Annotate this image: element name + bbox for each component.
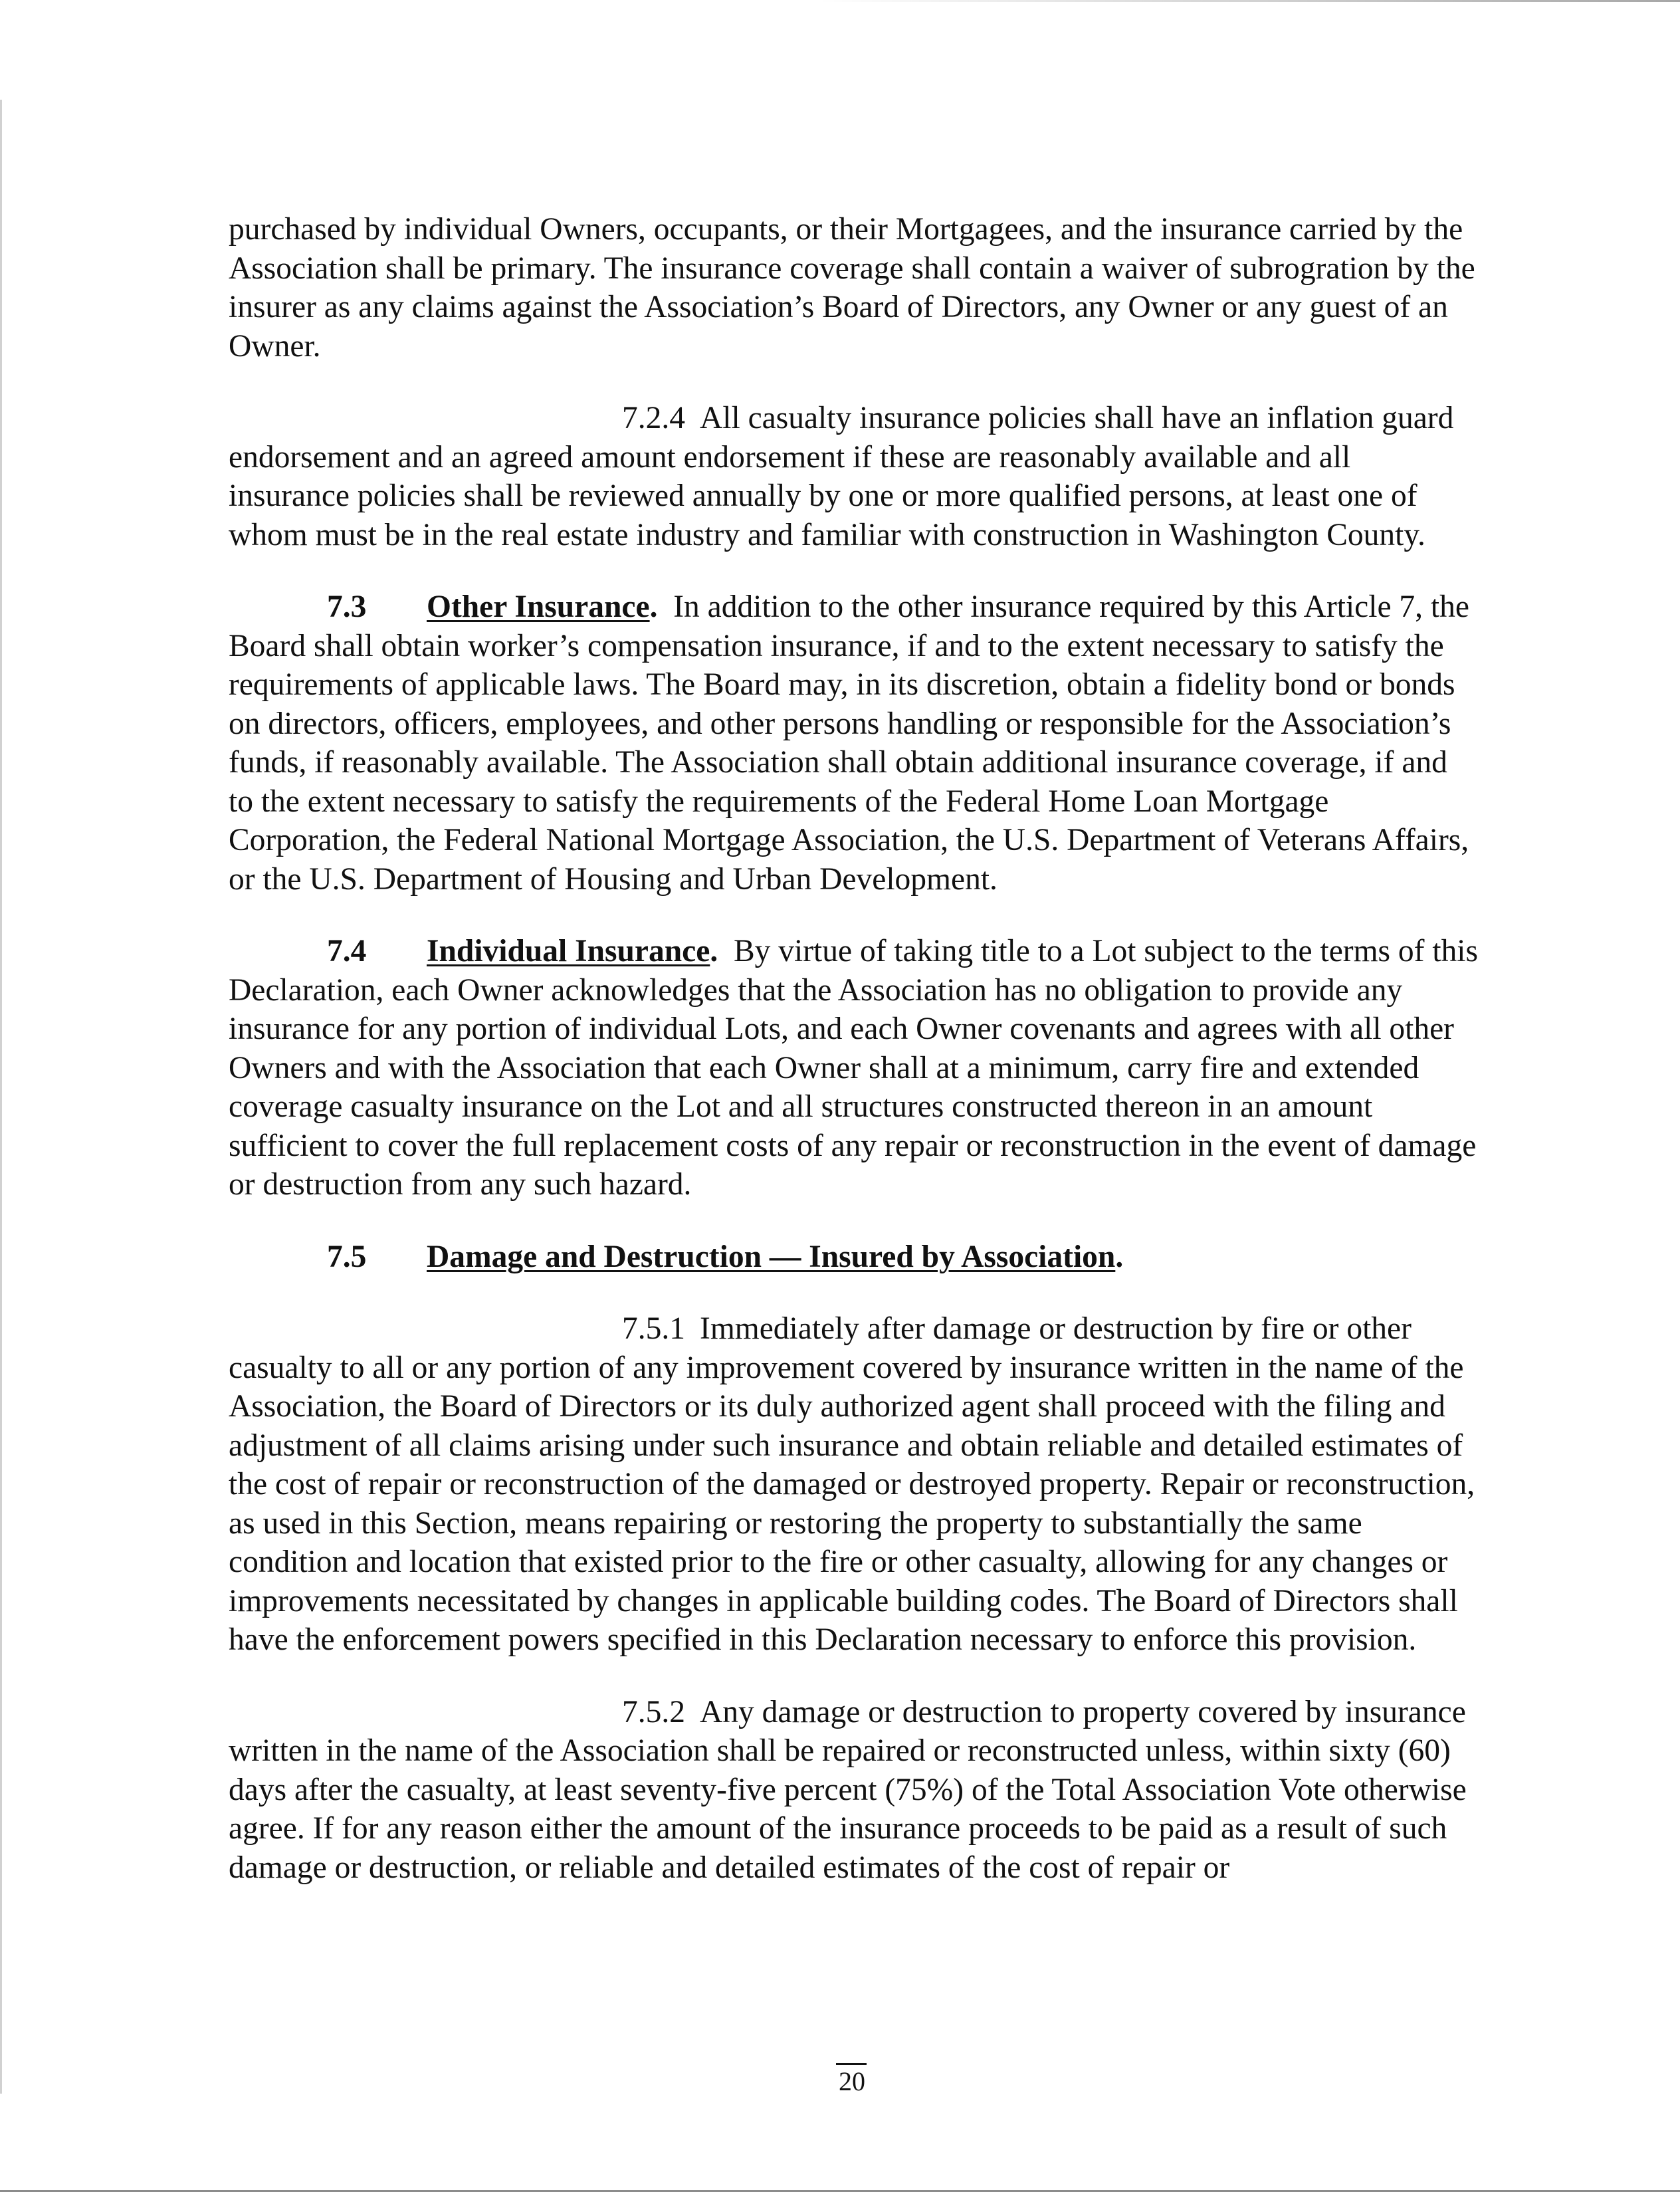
section-number: 7.5 [327,1239,367,1274]
section-title-period: . [710,934,718,968]
continuation-paragraph [229,210,1479,366]
subsection-text: Immediately after damage or destruction by fire or other casualty to all or any portion of any improvement covered by insurance written in the name of the Association, the Board of Directors or its duly authorized agent shall proceed with the filing and adjustment of all claims arising under such insurance and obtain reliable and detailed estimates of the cost of repair or reconstruction of the damaged or destroyed property. Repair or reconstruction, as used in this Section, means repairing or restoring the property to substantially the same condition and location that existed prior to the fire or other casualty, allowing for any changes or improvements necessitated by changes in applicable building codes. The Board of Directors shall have the enforcement powers specified in this Declaration necessary to enforce this provision. [229,1311,1475,1657]
section-text: By virtue of taking title to a Lot subject to the terms of this Declaration, each Owner acknowledges that the Association has no obligation to provide any insurance for any portion of individual Lots, and each Owner covenants and agrees with all other Owners and with the Association that each Owner shall at a minimum, carry fire and extended coverage casualty insurance on the Lot and all structures constructed thereon in an amount sufficient to cover the full replacement costs of any repair or reconstruction in the event of damage or destruction from any such hazard. [229,934,1478,1202]
section-7-5-heading [229,1238,1479,1277]
section-title: Damage and Destruction — Insured by Association [427,1239,1116,1274]
subsection-number: 7.5.2 [622,1694,685,1729]
section-number: 7.4 [327,934,367,968]
subsection-7-2-4 [229,399,1479,554]
document-body [229,210,1479,1920]
section-title-period: . [649,590,658,624]
section-7-3 [229,588,1479,899]
scan-edge-left [0,100,2,2094]
subsection-number: 7.2.4 [622,401,685,435]
subsection-text: Any damage or destruction to property covered by insurance written in the name of the Association shall be repaired or reconstructed unless, within sixty (60) days after the casualty, at least seventy-five percent (75%) of the Total Association Vote otherwise agree. If for any reason either the amount of the insurance proceeds to be paid as a result of such damage or destruction, or reliable and detailed estimates of the cost of repair or [229,1694,1467,1885]
section-text: In addition to the other insurance required by this Article 7, the Board shall obtain worker’s compensation insurance, if and to the extent necessary to satisfy the requirements of applicable laws. The Board may, in its discretion, obtain a fidelity bond or bonds on directors, officers, employees, and other persons handling or responsible for the Association’s funds, if reasonably available. The Association shall obtain additional insurance coverage, if and to the extent necessary to satisfy the requirements of the Federal Home Loan Mortgage Corporation, the Federal National Mortgage Association, the U.S. Department of Veterans Affairs, or the U.S. Department of Housing and Urban Development. [229,590,1469,897]
page-number-rule [836,2063,867,2065]
section-number: 7.3 [327,590,367,624]
section-title: Other Insurance [427,590,650,624]
subsection-text: All casualty insurance policies shall have an inflation guard endorsement and an agreed amount endorsement if these are reasonably available and all insurance policies shall be reviewed annually by one or more qualified persons, at least one of whom must be in the real estate industry and familiar with construction in Washington County. [229,401,1454,552]
section-7-4 [229,932,1479,1204]
scan-edge-top [817,0,1680,2]
continuation-text: purchased by individual Owners, occupants, or their Mortgagees, and the insurance carried by the Association shall be primary. The insurance coverage shall contain a waiver of subrogration by the insurer as any claims against the Association’s Board of Directors, any Owner or any guest of an Owner. [229,212,1475,364]
page-number: 20 [839,2066,865,2096]
subsection-7-5-2 [229,1693,1479,1888]
section-title-period: . [1115,1239,1124,1274]
section-title: Individual Insurance [427,934,710,968]
subsection-number: 7.5.1 [622,1311,685,1346]
subsection-7-5-1 [229,1309,1479,1660]
